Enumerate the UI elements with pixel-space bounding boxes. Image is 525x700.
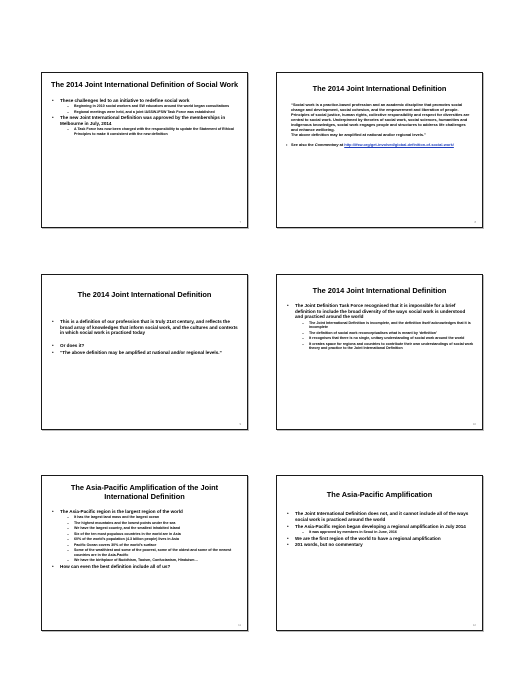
slide-2 (276, 72, 483, 228)
page-number: 11 (238, 623, 241, 627)
sub-bullet-item: – Regional meetings were held, and a joint IASSW-IFSW Task Force was established (60, 110, 239, 115)
bullet-list (287, 511, 474, 548)
slide-4 (276, 274, 483, 430)
sub-bullet-item: – We have the birthplace of Buddhism, Taoism, Confucianism, Hinduism… (60, 558, 239, 563)
page-number: 9 (239, 422, 241, 426)
slide-title: The 2014 Joint International Definition (312, 286, 447, 295)
bullet-item: • How can even the best definition include all of us? (52, 564, 239, 570)
slide-title: The 2014 Joint International Definition (77, 290, 212, 299)
slide-1 (41, 72, 248, 228)
slide-title: The 2014 Joint International Definition (312, 84, 447, 93)
bullet-list (52, 319, 239, 336)
bullet-list (52, 509, 239, 570)
bullet-item: • The Asia-Pacific region is the largest region of the world – It has the largest land mass and the largest ocean – The highest mountains and the lowest points under the sea – We have the largest country, and the smallest inhabited island – Six of the ten most populous countries in the world are in Asia – 60% of the world’s population (4.3 billion people) lives in Asia – Pacific Ocean covers 30% of the world’s surface – Some of the wealthiest and some of the poorest, some of the oldest and some of the newest countries are in the Asia-Pacific – We have the birthplace of Buddhism, Taoism, Confucianism, Hinduism… (52, 509, 239, 563)
sub-bullet-item: – Pacific Ocean covers 30% of the world’s surface (60, 543, 239, 548)
sub-bullet-item: – It creates space for regions and countries to contribute their own understandings of social work theory and practice to the Joint International Definition (295, 342, 474, 351)
slide-title: The Asia-Pacific Amplification (326, 490, 433, 499)
bullet-item: • This is a definition of our profession that is truly 21st century, and reflects the broad array of knowledges that inform social work, and the cultures and contexts in which social work is practiced today (52, 319, 239, 336)
slide-title: The Asia-Pacific Amplification of the Joint International Definition (70, 483, 219, 501)
bullet-list (52, 343, 239, 356)
sub-bullet-item: – Some of the wealthiest and some of the poorest, some of the oldest and some of the newest countries are in the Asia-Pacific (60, 548, 239, 557)
sub-bullet-item: – 60% of the world’s population (4.3 billion people) lives in Asia (60, 537, 239, 542)
bullet-item: • We are the first region of the world to have a regional amplification (287, 536, 474, 542)
bullet-item: • “The above definition may be amplified at national and/or regional levels.” (52, 350, 239, 356)
bullet-item: • The Joint Definition Task Force recognised that it is impossible for a brief definition to include the broad diversity of the ways social work is understood and practiced around the world – The Joint International Definition is incomplete, and the definition itself acknowledges that it is incomplete – The definition of social work reconceptualises what is meant by ‘definition’ – It recognises that there is no single, unitary understanding of social work around the world – It creates space for regions and countries to contribute their own understandings of social work theory and practice to the Joint International Definition (287, 303, 474, 351)
definition-link[interactable]: http://ifsw.org/get-involved/global-definition-of-social-work/ (344, 142, 454, 148)
slide-5 (41, 475, 248, 631)
bullet-list (287, 303, 474, 351)
sub-bullet-item: – The highest mountains and the lowest points under the sea (60, 521, 239, 526)
quote-tail: The above definition may be amplified at national and/or regional levels.” (291, 132, 427, 138)
bullet-item: • 201 words, but no commentary (287, 542, 474, 548)
bullet-item: • Or does it? (52, 343, 239, 349)
bullet-item: • The new Joint International Definition was approved by the memberships in Melbourne in July, 2014 – A Task Force has now been charged with the responsibility to update the Statement of Ethical Principles to make it consistent with the new definition (52, 115, 239, 136)
bullet-item: • The Joint International Definition does not, and it cannot include all of the ways social work is practiced around the world (287, 511, 474, 522)
slide-title: The 2014 Joint International Definition of Social Work (50, 80, 239, 89)
sub-bullet-item: – It recognises that there is no single, unitary understanding of social work around the world (295, 336, 474, 341)
bullet-list (52, 98, 239, 136)
definition-quote (277, 103, 482, 138)
sub-bullet-item: – It has the largest land mass and the largest ocean (60, 515, 239, 520)
see-also: • See also the Commentary at http://ifsw.org/get-involved/global-definition-of-social-work/ (286, 142, 454, 148)
slide-6 (276, 475, 483, 631)
bullet-item: • These challenges led to an initiative to redefine social work – Beginning in 2010 social workers and SW educators around the world began consultations – Regional meetings were held, and a joint IASSW-IFSW Task Force was established (52, 98, 239, 114)
page-number: 8 (474, 220, 476, 224)
quote-text: “Social work is a practice-based profession and an academic discipline that promotes social change and development, social cohesion, and the empowerment and liberation of people. Principles of social justice, human rights, collective responsibility and respect for diversities are central to social work. Underpinned by theories of social work, social sciences, humanities and indigenous knowledges, social work engages people and structures to address life challenges and enhance wellbeing. (291, 102, 470, 132)
sub-bullet-item: – It was approved by members in Seoul in June, 2016 (295, 530, 474, 535)
page-number: 10 (472, 422, 476, 426)
sub-bullet-item: – Beginning in 2010 social workers and SW educators around the world began consultations (60, 104, 239, 109)
sub-bullet-item: – Six of the ten most populous countries in the world are in Asia (60, 532, 239, 537)
sub-bullet-item: – We have the largest country, and the smallest inhabited island (60, 526, 239, 531)
sub-bullet-item: – A Task Force has now been charged with the responsibility to update the Statement of Ethical Principles to make it consistent with the new definition (60, 127, 239, 136)
sub-bullet-item: – The definition of social work reconceptualises what is meant by ‘definition’ (295, 331, 474, 336)
sub-bullet-item: – The Joint International Definition is incomplete, and the definition itself acknowledges that it is incomplete (295, 321, 474, 330)
page-number: 7 (239, 220, 241, 224)
slide-3 (41, 274, 248, 430)
commentary-label: Commentary (314, 142, 339, 148)
bullet-item: • The Asia-Pacific region began developing a regional amplification in July 2014 – It was approved by members in Seoul in June, 2016 (287, 524, 474, 535)
page-number: 12 (472, 623, 476, 627)
